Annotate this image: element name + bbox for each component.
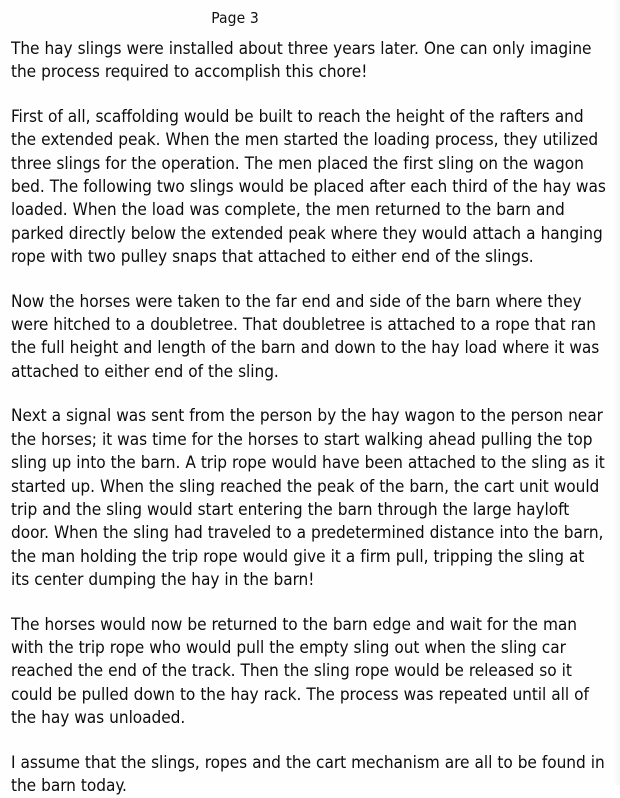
paragraph-4: Next a signal was sent from the person by the hay wagon to the person near the horses; it was time for the horses to start walking ahead pulling the top sling up into the barn. A trip rope would have been attached to the sling as it started up. When the sling reached the peak of the barn, the cart unit would trip and the sling would start entering the barn through the large hayloft door. When the sling had traveled to a predetermined distance into the barn, the man holding the trip rope would give it a firm pull, tripping the sling at its center dumping the hay in the barn! (11, 406, 605, 591)
paragraph-5: The horses would now be returned to the barn edge and wait for the man with the trip rope who would pull the empty sling out when the sling car reached the end of the track. Then the sling rope would be released so it could be pulled down to the hay rack. The process was repeated until all of the hay was unloaded. (11, 614, 589, 729)
paragraph-6: I assume that the slings, ropes and the cart mechanism are all to be found in the barn today. (11, 752, 605, 796)
document-body (11, 38, 607, 798)
paragraph-2: First of all, scaffolding would be built to reach the height of the rafters and the extended peak. When the men started the loading process, they utilized three slings for the operation. The men placed the first sling on the wagon bed. The following two slings would be placed after each third of the hay was loaded. When the load was complete, the men returned to the barn and parked directly below the extended peak where they would attach a hanging rope with two pulley snaps that attached to either end of the slings. (11, 106, 606, 268)
page-number-label: Page 3 (211, 9, 259, 27)
paragraph-3: Now the horses were taken to the far end and side of the barn where they were hitched to a doubletree. That doubletree is attached to a rope that ran the full height and length of the barn and down to the hay load where it was attached to either end of the sling. (11, 291, 600, 382)
page-header (0, 8, 620, 28)
paragraph-1: The hay slings were installed about three years later. One can only imagine the process required to accomplish this chore! (11, 39, 592, 83)
